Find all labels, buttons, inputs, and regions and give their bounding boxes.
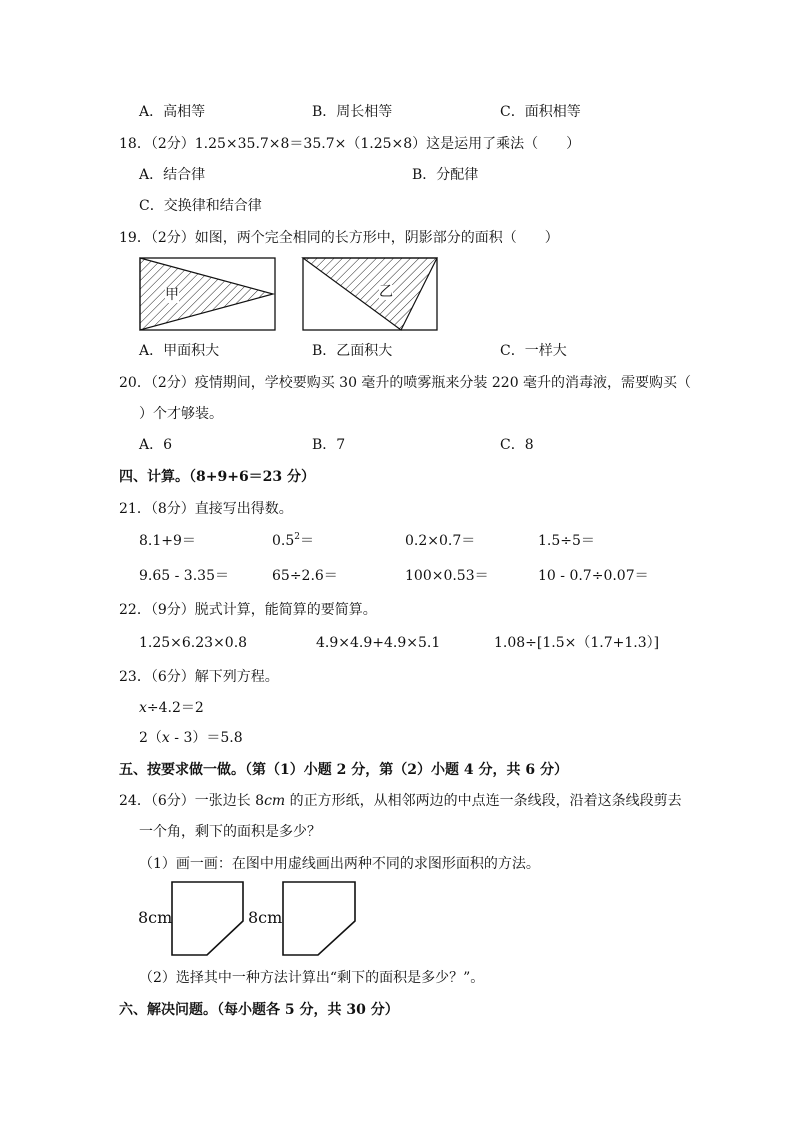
q17-option-b: B．周长相等 bbox=[312, 104, 393, 120]
q19-label-jia: 甲 bbox=[165, 287, 179, 303]
q24-part1: （1）画一画：在图中用虚线画出两种不同的求图形面积的方法。 bbox=[139, 856, 540, 872]
q24-stem-line1: 24．（6分）一张边长 8cm 的正方形纸，从相邻两边的中点连一条线段，沿着这条线段剪去 bbox=[119, 793, 682, 809]
q21-stem: 21．（8分）直接写出得数。 bbox=[119, 501, 293, 517]
q20-stem-line2: ）个才够装。 bbox=[139, 406, 223, 422]
q24-stem-line2: 一个角，剩下的面积是多少？ bbox=[139, 824, 321, 840]
q19-label-yi: 乙 bbox=[379, 284, 393, 300]
q17-option-c: C．面积相等 bbox=[500, 104, 581, 120]
q21-item-2: $0.5^2=$ bbox=[272, 532, 314, 549]
section4-title: 四、计算。（8+9+6＝23 分） bbox=[119, 469, 316, 485]
q22-stem: 22．（9分）脱式计算，能简算的要简算。 bbox=[119, 602, 377, 618]
q22-expr-2: 4.9×4.9+4.9×5.1 bbox=[316, 635, 441, 651]
q20-option-b: B．7 bbox=[312, 437, 346, 453]
q21-item-4: 1.5÷5＝ bbox=[538, 533, 595, 549]
q18-option-b: B．分配律 bbox=[412, 167, 479, 183]
q19-option-b: B．乙面积大 bbox=[312, 343, 393, 359]
q19-figure-left bbox=[138, 257, 278, 333]
q21-item-6: 65÷2.6＝ bbox=[272, 568, 338, 584]
q24-figure-right bbox=[281, 880, 361, 960]
q21-item-7: 100×0.53＝ bbox=[405, 568, 489, 584]
q19-figure-right bbox=[301, 257, 441, 333]
q23-equation-1: x÷4.2＝2 bbox=[139, 700, 204, 716]
q20-option-a: A．6 bbox=[139, 437, 173, 453]
q18-option-c: C．交换律和结合律 bbox=[139, 198, 262, 214]
section5-title: 五、按要求做一做。（第（1）小题 2 分，第（2）小题 4 分，共 6 分） bbox=[119, 762, 568, 778]
q18-stem: 18．（2分）1.25×35.7×8＝35.7×（1.25×8）这是运用了乘法（ ） bbox=[119, 136, 581, 152]
q19-stem: 19．（2分）如图，两个完全相同的长方形中，阴影部分的面积（ ） bbox=[119, 230, 559, 246]
q24-fig-right-label: 8cm bbox=[248, 908, 283, 927]
q21-item-3: 0.2×0.7＝ bbox=[405, 533, 476, 549]
q22-expr-3: 1.08÷[1.5×（1.7+1.3）] bbox=[494, 635, 660, 651]
q21-item-5: 9.65 - 3.35＝ bbox=[139, 568, 229, 584]
q19-option-a: A．甲面积大 bbox=[139, 343, 220, 359]
q20-stem-line1: 20．（2分）疫情期间，学校要购买 30 毫升的喷雾瓶来分装 220 毫升的消毒液，需要购买（ bbox=[119, 375, 692, 391]
q21-item-1: 8.1+9＝ bbox=[139, 533, 196, 549]
q19-option-c: C．一样大 bbox=[500, 343, 567, 359]
q23-stem: 23．（6分）解下列方程。 bbox=[119, 669, 279, 685]
q18-option-a: A．结合律 bbox=[139, 167, 206, 183]
q24-fig-left-label: 8cm bbox=[138, 908, 173, 927]
q22-expr-1: 1.25×6.23×0.8 bbox=[139, 635, 248, 651]
q17-option-a: A．高相等 bbox=[139, 104, 206, 120]
q21-item-8: 10 - 0.7÷0.07＝ bbox=[538, 568, 649, 584]
q24-part2: （2）选择其中一种方法计算出“剩下的面积是多少？”。 bbox=[139, 970, 485, 986]
q24-figure-left bbox=[170, 880, 250, 960]
section6-title: 六、解决问题。（每小题各 5 分，共 30 分） bbox=[119, 1002, 399, 1018]
q23-equation-2: 2（x - 3）＝5.8 bbox=[139, 730, 243, 746]
q20-option-c: C．8 bbox=[500, 437, 534, 453]
